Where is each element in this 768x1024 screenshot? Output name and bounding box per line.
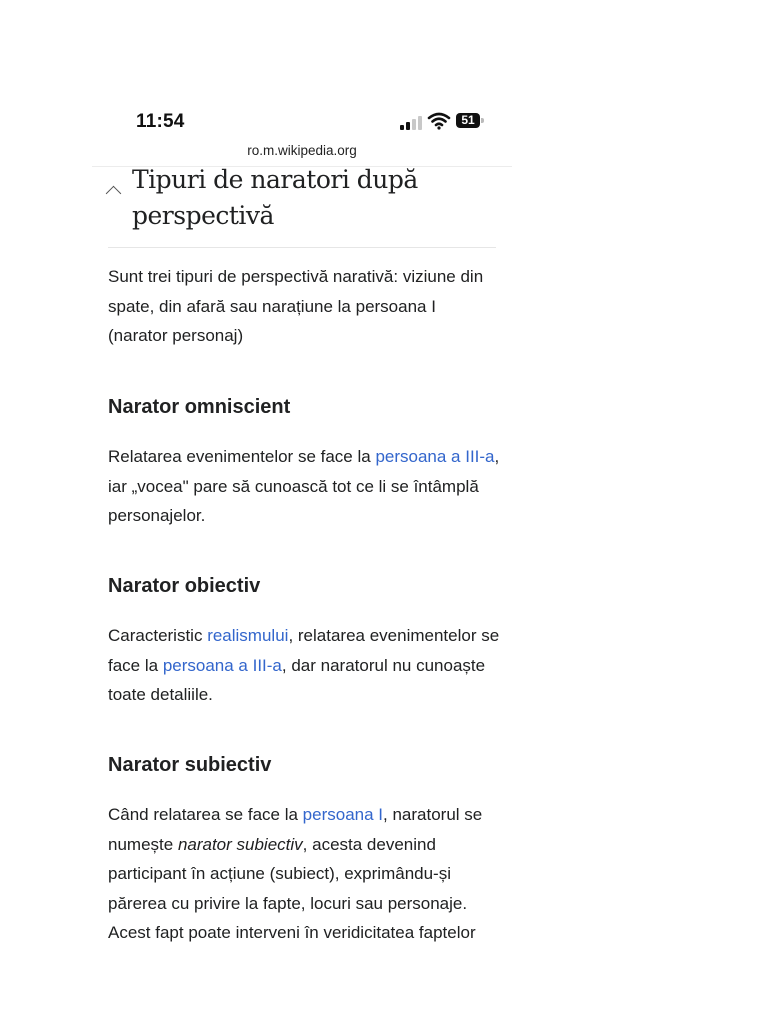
section-title[interactable]: Tipuri de naratori după perspectivă xyxy=(132,165,418,230)
heading-narator-subiectiv: Narator subiectiv xyxy=(108,754,272,776)
battery-tip xyxy=(481,118,484,123)
text-segment: , dar naratorul nu cunoaște toate detaliile. xyxy=(108,655,486,704)
paragraph-obiectiv xyxy=(108,621,500,710)
chevron-up-icon[interactable] xyxy=(106,186,122,202)
heading-narator-omniscient: Narator omniscient xyxy=(108,396,291,418)
paragraph-subiectiv xyxy=(108,800,500,918)
text-emphasis: narator subiectiv xyxy=(177,834,303,854)
intro-paragraph: Sunt trei tipuri de perspectivă narativă: viziune din spate, din afară sau narațiune la persoana I (narator personaj) xyxy=(108,267,484,345)
heading-narator-obiectiv: Narator obiectiv xyxy=(108,575,261,597)
cellular-signal-icon xyxy=(400,116,422,130)
paragraph-omniscient xyxy=(108,442,500,531)
address-bar-url[interactable]: ro.m.wikipedia.org xyxy=(247,143,357,158)
text-segment: , naratorul se numește xyxy=(108,805,483,854)
cut-off-line: Acest fapt poate interveni în veridicitatea faptelor xyxy=(108,923,476,942)
text-segment: , acesta devenind participant în acțiune (subiect), exprimându-și părerea cu privire la fapte, locuri sau personaje. xyxy=(108,834,468,913)
text-segment: Când relatarea se face la xyxy=(108,805,303,824)
status-bar xyxy=(92,100,512,158)
link-realismului[interactable]: realismului xyxy=(207,626,289,645)
link-persoana-a-iii-a[interactable]: persoana a III-a xyxy=(162,655,282,675)
phone-screen xyxy=(92,100,512,942)
battery-icon: 51 xyxy=(456,113,480,128)
wifi-icon xyxy=(428,112,450,130)
section-divider xyxy=(108,247,496,248)
text-segment: Caracteristic xyxy=(108,626,208,645)
link-persoana-i[interactable]: persoana I xyxy=(302,805,384,824)
text-segment: , relatarea evenimentelor se face la xyxy=(108,626,500,675)
link-persoana-a-iii-a[interactable]: persoana a III-a xyxy=(375,447,495,466)
status-time: 11:54 xyxy=(136,111,185,132)
text-segment: , iar „vocea" pare să cunoască tot ce li se întâmplă personajelor. xyxy=(108,447,500,525)
text-segment: Relatarea evenimentelor se face la xyxy=(108,447,376,466)
